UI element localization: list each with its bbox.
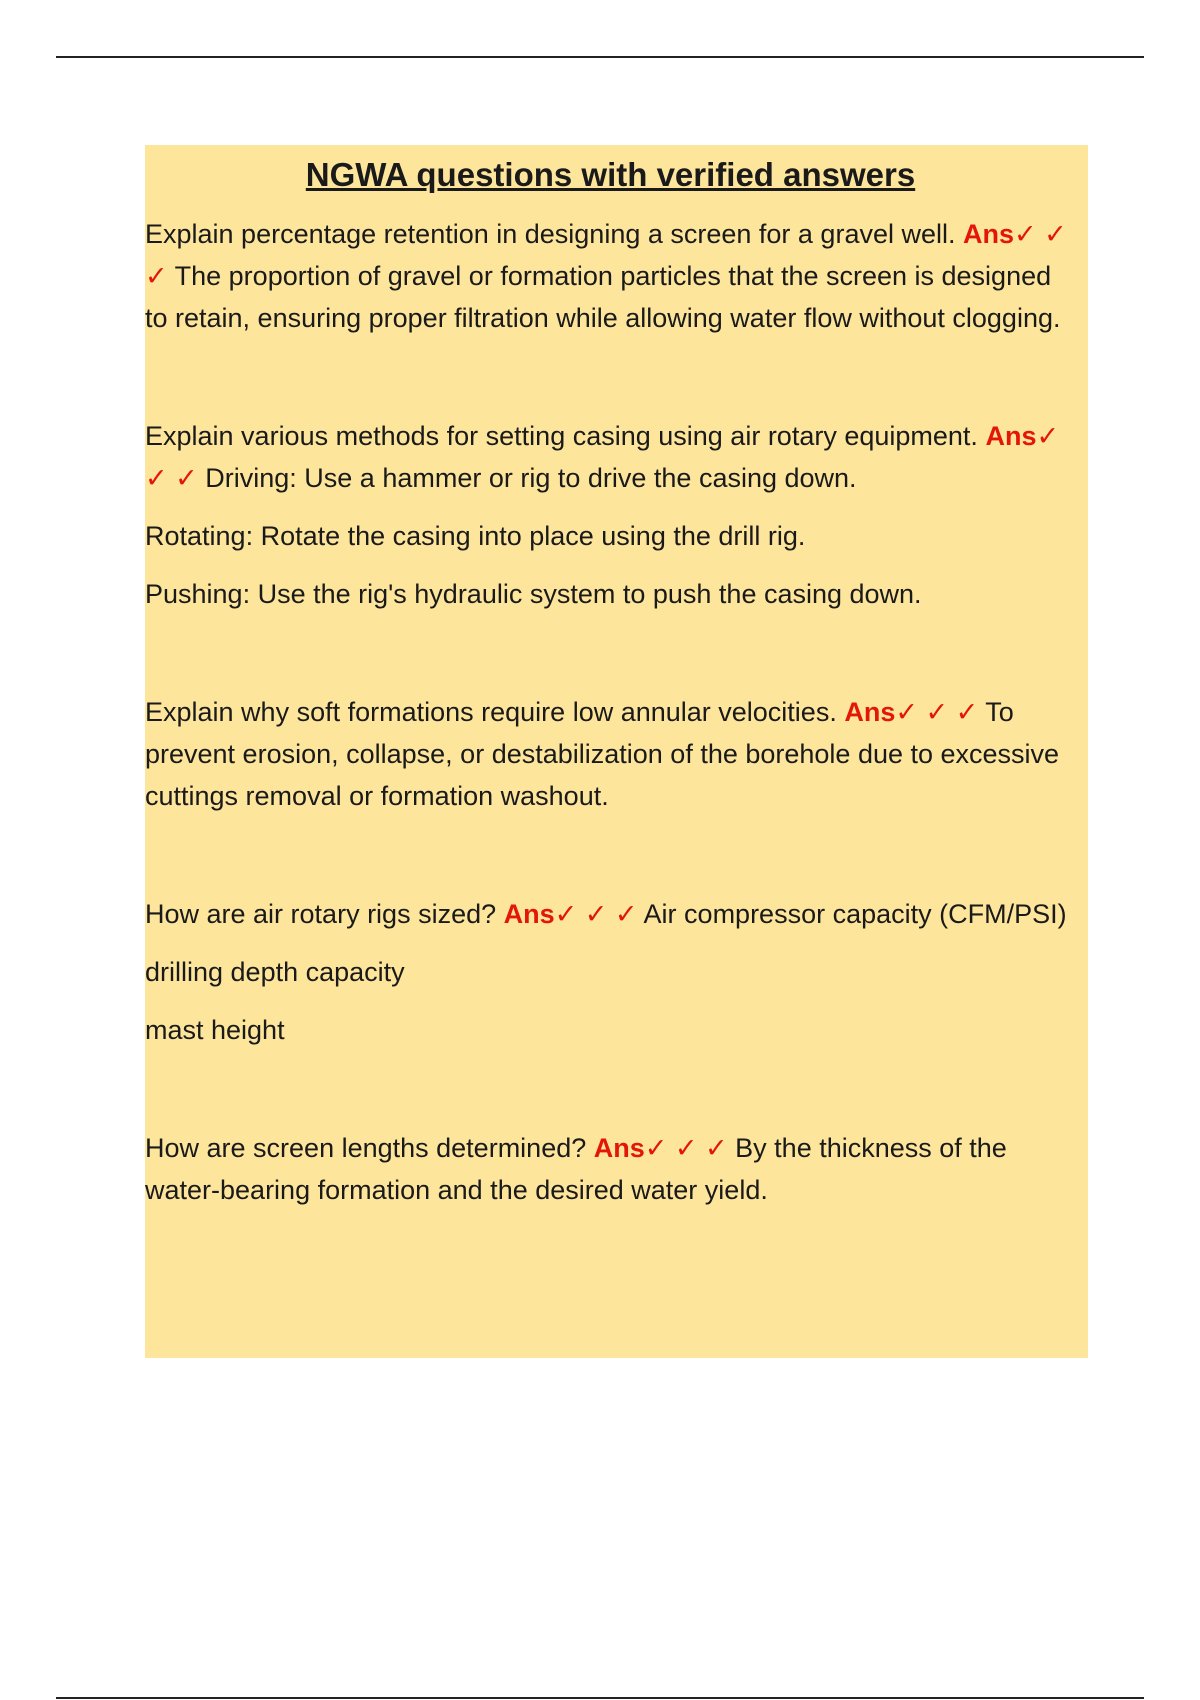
answer-extra-line: mast height [145, 1015, 285, 1045]
answer-text: Driving: Use a hammer or rig to drive the casing down. [205, 463, 857, 493]
check-marks: ✓ ✓ ✓ [145, 421, 1060, 493]
answer-text: The proportion of gravel or formation particles that the screen is designed to retain, ensuring proper filtration while allowing water flow without clogging. [145, 261, 1061, 333]
answer-tag: Ans [593, 1133, 645, 1163]
document-title: NGWA questions with verified answers [305, 156, 916, 193]
footer-rule [56, 1697, 1144, 1699]
question-text: How are air rotary rigs sized? [145, 899, 497, 929]
question-text: Explain percentage retention in designing a screen for a gravel well. [145, 219, 956, 249]
check-marks: ✓ ✓ ✓ [644, 1133, 728, 1163]
question-text: Explain why soft formations require low annular velocities. [145, 697, 837, 727]
qa-item-4 [145, 893, 1076, 935]
answer-text: Air compressor capacity (CFM/PSI) [643, 899, 1067, 929]
check-marks: ✓ ✓ ✓ [554, 899, 638, 929]
header-rule [56, 56, 1144, 58]
question-text: How are screen lengths determined? [145, 1133, 587, 1163]
answer-tag: Ans [963, 219, 1015, 249]
qa-item-3 [145, 691, 1076, 817]
answer-tag: Ans [985, 421, 1037, 451]
answer-extra-line: drilling depth capacity [145, 957, 405, 987]
check-marks: ✓ ✓ ✓ [145, 219, 1067, 291]
qa-item-2 [145, 415, 1076, 499]
answer-text: To prevent erosion, collapse, or destabilization of the borehole due to excessive cuttings removal or formation washout. [145, 697, 1060, 811]
answer-extra-line: Rotating: Rotate the casing into place using the drill rig. [145, 521, 806, 551]
qa-item-1 [145, 213, 1076, 339]
answer-text: By the thickness of the water-bearing formation and the desired water yield. [145, 1133, 1007, 1205]
qa-panel [145, 145, 1088, 1358]
answer-tag: Ans [844, 697, 896, 727]
question-text: Explain various methods for setting casing using air rotary equipment. [145, 421, 978, 451]
answer-tag: Ans [503, 899, 555, 929]
answer-extra-line: Pushing: Use the rig's hydraulic system to push the casing down. [145, 579, 922, 609]
check-marks: ✓ ✓ ✓ [895, 697, 979, 727]
qa-item-5 [145, 1127, 1076, 1211]
